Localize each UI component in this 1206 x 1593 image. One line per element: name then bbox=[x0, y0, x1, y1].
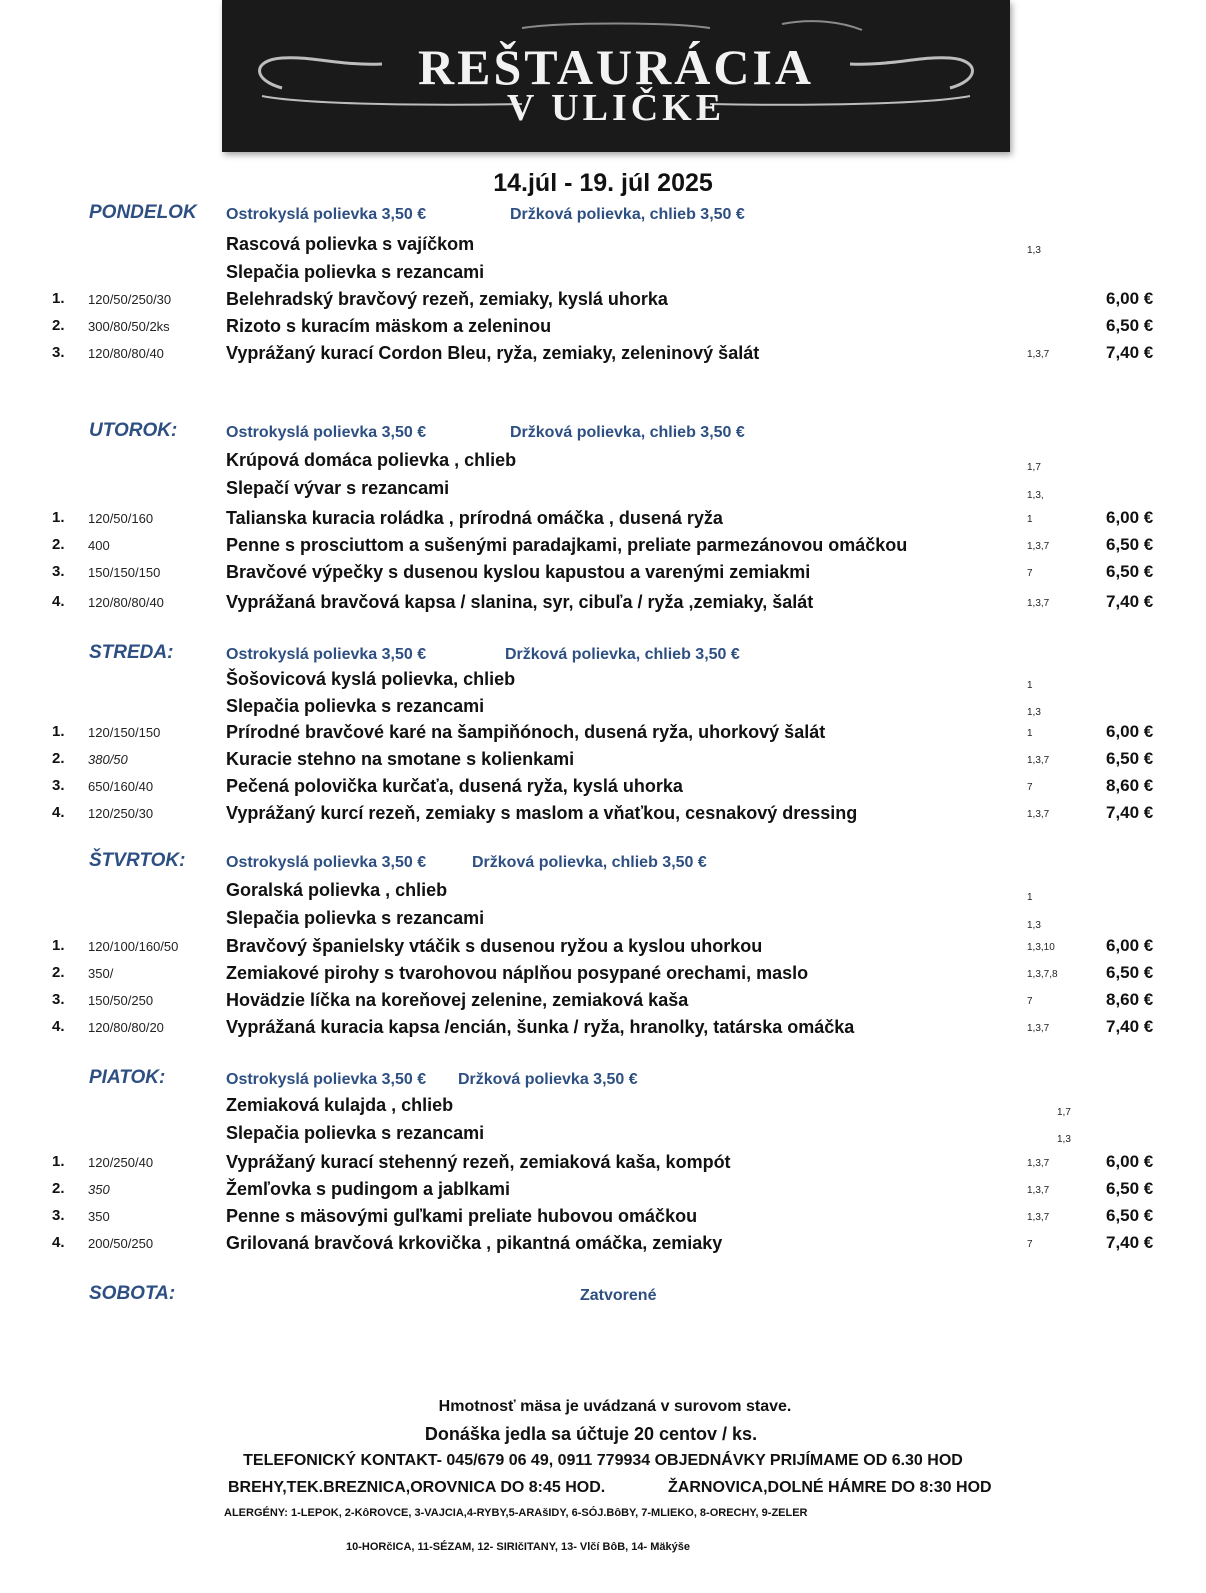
meal-name: Kuracie stehno na smotane s kolienkami bbox=[226, 749, 575, 769]
meal-name: Talianska kuracia roládka , prírodná omáčka , dusená ryža bbox=[226, 508, 723, 528]
footer-delivery-note: Donáška jedla sa účtuje 20 centov / ks. bbox=[424, 1424, 758, 1444]
meal-number: 1. bbox=[52, 509, 65, 526]
meal-weight: 350 bbox=[88, 1209, 110, 1224]
meal-price: 6,50 € bbox=[1106, 749, 1154, 768]
meal-weight: 350/ bbox=[88, 966, 114, 981]
soup-name: Slepačia polievka s rezancami bbox=[226, 1123, 485, 1143]
meal-number: 4. bbox=[52, 1018, 65, 1035]
footer-meat-note: Hmotnosť mäsa je uvádzaná v surovom stave. bbox=[438, 1398, 792, 1415]
allergen-codes: 1,3,7 bbox=[1027, 1158, 1050, 1169]
meal-name: Vyprážaný kurací stehenný rezeň, zemiaková kaša, kompót bbox=[226, 1152, 731, 1172]
meal-name: Belehradský bravčový rezeň, zemiaky, kyslá uhorka bbox=[226, 289, 668, 309]
meal-price: 7,40 € bbox=[1106, 592, 1154, 611]
allergen-codes: 1,7 bbox=[1057, 1107, 1071, 1118]
meal-name: Penne s mäsovými guľkami preliate hubovou omáčkou bbox=[226, 1206, 698, 1226]
soup-offer: Ostrokyslá polievka 3,50 € bbox=[226, 854, 427, 871]
meal-number: 2. bbox=[52, 1180, 65, 1197]
footer-order-deadline: ŽARNOVICA,DOLNÉ HÁMRE DO 8:30 HOD bbox=[668, 1479, 992, 1496]
soup-offer: Ostrokyslá polievka 3,50 € bbox=[226, 1071, 427, 1088]
meal-price: 7,40 € bbox=[1106, 1017, 1154, 1036]
meal-weight: 120/50/250/30 bbox=[88, 292, 172, 307]
allergen-codes: 1 bbox=[1027, 892, 1033, 903]
allergen-codes: 1 bbox=[1027, 514, 1033, 525]
meal-name: Zemiakové pirohy s tvarohovou náplňou posypané orechami, maslo bbox=[226, 963, 809, 983]
meal-weight: 350 bbox=[88, 1182, 110, 1197]
allergen-codes: 1,3,7 bbox=[1027, 598, 1050, 609]
meal-name: Pečená polovička kurčaťa, dusená ryža, kyslá uhorka bbox=[226, 776, 683, 796]
meal-name: Vyprážaný kurací Cordon Bleu, ryža, zemiaky, zeleninový šalát bbox=[226, 343, 760, 363]
meal-price: 6,50 € bbox=[1106, 316, 1154, 335]
meal-number: 1. bbox=[52, 290, 65, 307]
meal-price: 8,60 € bbox=[1106, 990, 1154, 1009]
meal-weight: 380/50 bbox=[88, 752, 128, 767]
meal-name: Rizoto s kuracím mäskom a zeleninou bbox=[226, 316, 552, 336]
meal-weight: 150/50/250 bbox=[88, 993, 154, 1008]
soup-offer: Ostrokyslá polievka 3,50 € bbox=[226, 424, 427, 441]
soup-offer: Držková polievka, chlieb 3,50 € bbox=[510, 424, 745, 441]
meal-number: 3. bbox=[52, 1207, 65, 1224]
meal-name: Prírodné bravčové karé na šampiňónoch, dusená ryža, uhorkový šalát bbox=[226, 722, 826, 742]
meal-number: 3. bbox=[52, 563, 65, 580]
meal-number: 3. bbox=[52, 991, 65, 1008]
allergen-codes: 1,3,10 bbox=[1027, 942, 1055, 953]
meal-price: 6,00 € bbox=[1106, 508, 1154, 527]
soup-offer: Ostrokyslá polievka 3,50 € bbox=[226, 206, 427, 223]
footer-allergen-legend: ALERGÉNY: 1-LEPOK, 2-KôROVCE, 3-VAJCIA,4-RYBY,5-ARAšIDY, 6-SÓJ.BôBY, 7-MLIEKO, 8-ORECHY, 9-ZELER bbox=[224, 1507, 808, 1519]
meal-price: 6,50 € bbox=[1106, 562, 1154, 581]
meal-price: 6,50 € bbox=[1106, 963, 1154, 982]
meal-number: 3. bbox=[52, 344, 65, 361]
day-heading: UTOROK: bbox=[89, 420, 178, 441]
soup-name: Šošovicová kyslá polievka, chlieb bbox=[226, 669, 516, 689]
meal-name: Žemľovka s pudingom a jablkami bbox=[226, 1179, 511, 1199]
meal-weight: 120/100/160/50 bbox=[88, 939, 179, 954]
allergen-codes: 1,3 bbox=[1027, 920, 1041, 931]
meal-number: 2. bbox=[52, 536, 65, 553]
day-heading: STREDA: bbox=[89, 642, 174, 663]
soup-offer: Držková polievka 3,50 € bbox=[458, 1071, 638, 1088]
meal-weight: 120/80/80/40 bbox=[88, 346, 164, 361]
meal-price: 6,00 € bbox=[1106, 722, 1154, 741]
allergen-codes: 1,7 bbox=[1027, 462, 1041, 473]
soup-name: Zemiaková kulajda , chlieb bbox=[226, 1095, 454, 1115]
meal-number: 1. bbox=[52, 937, 65, 954]
allergen-codes: 1,3,7 bbox=[1027, 755, 1050, 766]
meal-number: 2. bbox=[52, 317, 65, 334]
allergen-codes: 1,3,7 bbox=[1027, 541, 1050, 552]
closed-status: Zatvorené bbox=[580, 1287, 657, 1304]
footer-allergen-legend: 10-HORčICA, 11-SÉZAM, 12- SIRIčITANY, 13- Vlčí BôB, 14- Mäkýše bbox=[346, 1541, 690, 1553]
allergen-codes: 7 bbox=[1027, 568, 1033, 579]
soup-offer: Držková polievka, chlieb 3,50 € bbox=[505, 646, 740, 663]
meal-price: 6,50 € bbox=[1106, 1179, 1154, 1198]
meal-weight: 400 bbox=[88, 538, 110, 553]
meal-weight: 120/250/40 bbox=[88, 1155, 154, 1170]
meal-price: 8,60 € bbox=[1106, 776, 1154, 795]
meal-price: 6,00 € bbox=[1106, 936, 1154, 955]
allergen-codes: 1,3 bbox=[1057, 1134, 1071, 1145]
allergen-codes: 1,3,7 bbox=[1027, 809, 1050, 820]
meal-number: 1. bbox=[52, 1153, 65, 1170]
allergen-codes: 1,3,7 bbox=[1027, 349, 1050, 360]
meal-number: 2. bbox=[52, 964, 65, 981]
soup-name: Slepačia polievka s rezancami bbox=[226, 696, 485, 716]
meal-name: Vyprážaná kuracia kapsa /encián, šunka / ryža, hranolky, tatárska omáčka bbox=[226, 1017, 855, 1037]
soup-name: Rascová polievka s vajíčkom bbox=[226, 234, 475, 254]
allergen-codes: 1 bbox=[1027, 728, 1033, 739]
meal-number: 3. bbox=[52, 777, 65, 794]
meal-name: Bravčové výpečky s dusenou kyslou kapustou a varenými zemiakmi bbox=[226, 562, 811, 582]
meal-number: 4. bbox=[52, 804, 65, 821]
meal-number: 4. bbox=[52, 1234, 65, 1251]
meal-weight: 200/50/250 bbox=[88, 1236, 154, 1251]
allergen-codes: 1 bbox=[1027, 680, 1033, 691]
meal-name: Grilovaná bravčová krkovička , pikantná omáčka, zemiaky bbox=[226, 1233, 723, 1253]
logo-title: REŠTAURÁCIA bbox=[417, 39, 814, 95]
meal-number: 4. bbox=[52, 593, 65, 610]
meal-weight: 650/160/40 bbox=[88, 779, 154, 794]
allergen-codes: 7 bbox=[1027, 996, 1033, 1007]
allergen-codes: 1,3,7,8 bbox=[1027, 969, 1058, 980]
meal-weight: 120/150/150 bbox=[88, 725, 161, 740]
logo-subtitle: V ULIČKE bbox=[506, 87, 726, 129]
meal-weight: 150/150/150 bbox=[88, 565, 161, 580]
meal-name: Penne s prosciuttom a sušenými paradajkami, preliate parmezánovou omáčkou bbox=[226, 535, 908, 555]
allergen-codes: 7 bbox=[1027, 1239, 1033, 1250]
meal-price: 6,00 € bbox=[1106, 1152, 1154, 1171]
soup-name: Slepačia polievka s rezancami bbox=[226, 908, 485, 928]
allergen-codes: 1,3 bbox=[1027, 245, 1041, 256]
meal-price: 7,40 € bbox=[1106, 343, 1154, 362]
meal-weight: 120/80/80/20 bbox=[88, 1020, 164, 1035]
meal-price: 7,40 € bbox=[1106, 1233, 1154, 1252]
meal-weight: 300/80/50/2ks bbox=[88, 319, 170, 334]
meal-name: Bravčový španielsky vtáčik s dusenou ryžou a kyslou uhorkou bbox=[226, 936, 763, 956]
soup-offer: Držková polievka, chlieb 3,50 € bbox=[510, 206, 745, 223]
allergen-codes: 1,3,7 bbox=[1027, 1023, 1050, 1034]
meal-weight: 120/80/80/40 bbox=[88, 595, 164, 610]
day-heading: ŠTVRTOK: bbox=[89, 850, 186, 871]
footer-contact: TELEFONICKÝ KONTAKT- 045/679 06 49, 0911 779934 OBJEDNÁVKY PRIJÍMAME OD 6.30 HOD bbox=[243, 1452, 963, 1469]
footer-order-deadline: BREHY,TEK.BREZNICA,OROVNICA DO 8:45 HOD. bbox=[228, 1479, 606, 1496]
allergen-codes: 1,3, bbox=[1027, 490, 1044, 501]
meal-number: 1. bbox=[52, 723, 65, 740]
soup-name: Slepačia polievka s rezancami bbox=[226, 262, 485, 282]
soup-name: Krúpová domáca polievka , chlieb bbox=[226, 450, 517, 470]
restaurant-logo-banner bbox=[222, 0, 1010, 152]
allergen-codes: 7 bbox=[1027, 782, 1033, 793]
meal-number: 2. bbox=[52, 750, 65, 767]
meal-price: 6,00 € bbox=[1106, 289, 1154, 308]
day-heading: PIATOK: bbox=[89, 1067, 166, 1088]
allergen-codes: 1,3,7 bbox=[1027, 1212, 1050, 1223]
allergen-codes: 1,3,7 bbox=[1027, 1185, 1050, 1196]
meal-name: Vyprážaná bravčová kapsa / slanina, syr, cibuľa / ryža ,zemiaky, šalát bbox=[226, 592, 814, 612]
soup-name: Slepačí vývar s rezancami bbox=[226, 478, 450, 498]
meal-name: Hovädzie líčka na koreňovej zelenine, zemiaková kaša bbox=[226, 990, 689, 1010]
meal-price: 6,50 € bbox=[1106, 1206, 1154, 1225]
day-heading: PONDELOK bbox=[89, 202, 197, 223]
meal-price: 7,40 € bbox=[1106, 803, 1154, 822]
day-heading: SOBOTA: bbox=[89, 1283, 176, 1304]
meal-name: Vyprážaný kurcí rezeň, zemiaky s maslom a vňaťkou, cesnakový dressing bbox=[226, 803, 858, 823]
allergen-codes: 1,3 bbox=[1027, 707, 1041, 718]
menu-date-range: 14.júl - 19. júl 2025 bbox=[493, 169, 713, 197]
soup-offer: Ostrokyslá polievka 3,50 € bbox=[226, 646, 427, 663]
meal-weight: 120/250/30 bbox=[88, 806, 154, 821]
meal-price: 6,50 € bbox=[1106, 535, 1154, 554]
soup-name: Goralská polievka , chlieb bbox=[226, 880, 448, 900]
soup-offer: Držková polievka, chlieb 3,50 € bbox=[472, 854, 707, 871]
meal-weight: 120/50/160 bbox=[88, 511, 154, 526]
